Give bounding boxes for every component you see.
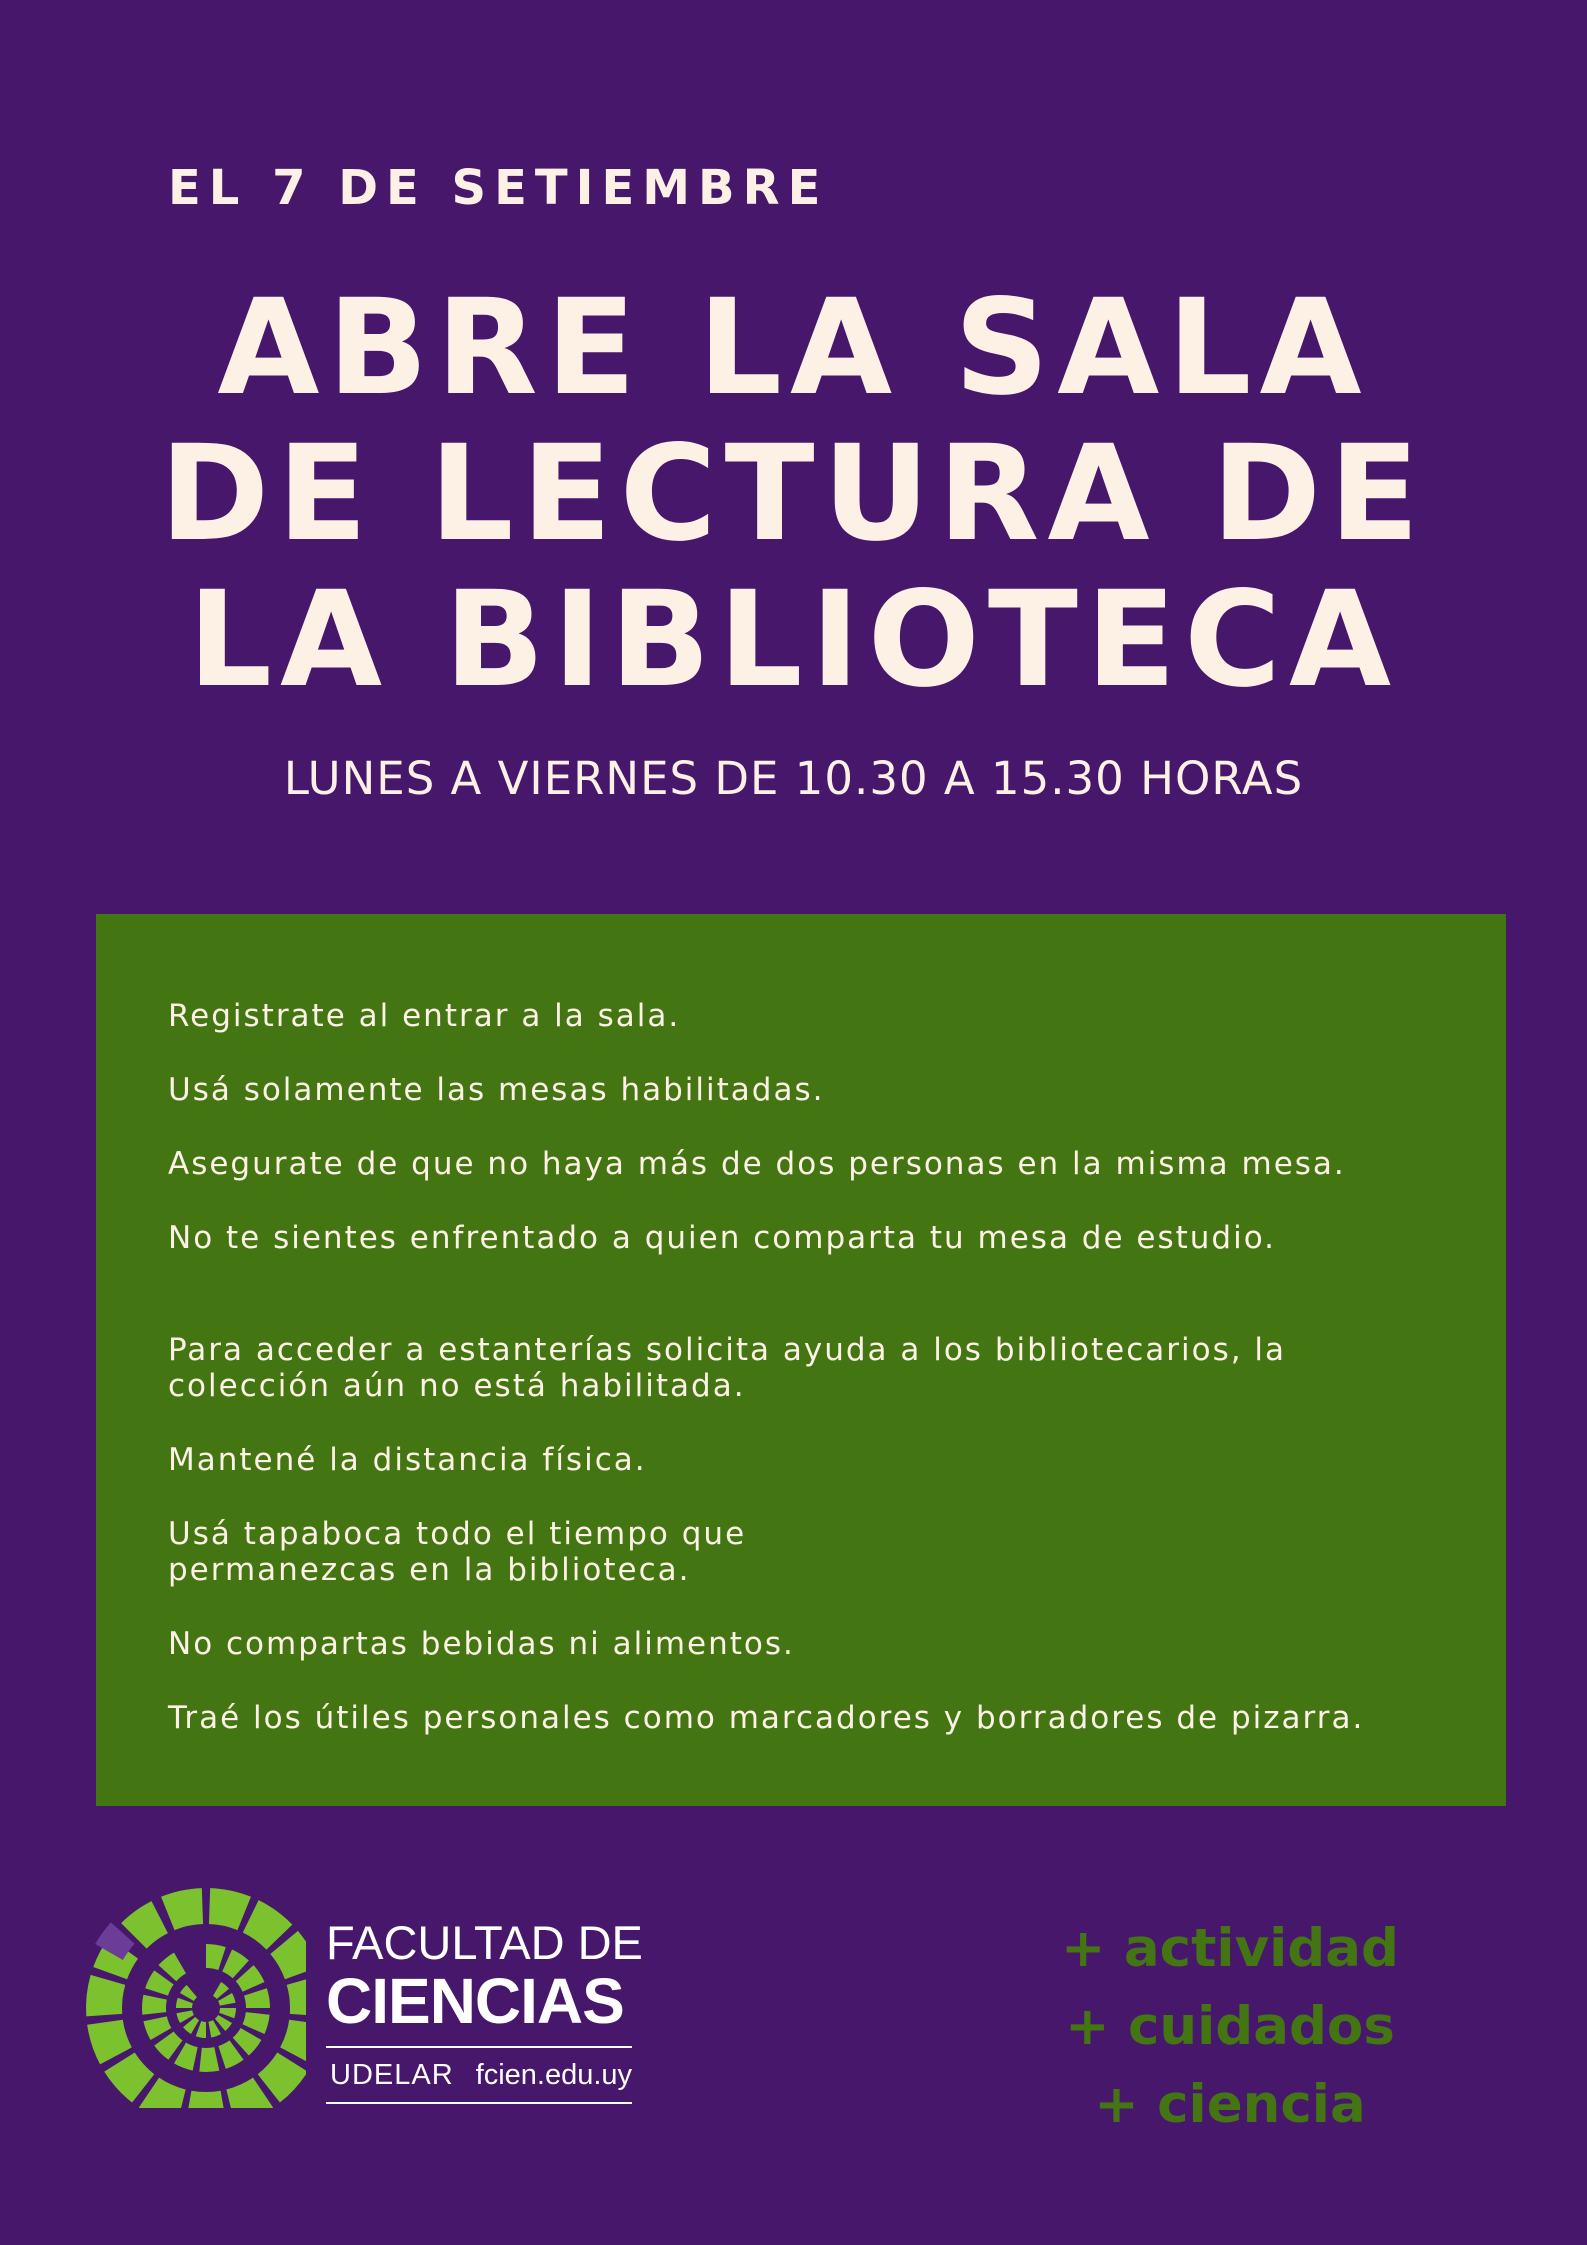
logo-segment — [154, 2032, 182, 2060]
logo-segment — [86, 1975, 125, 2016]
logo-segment — [219, 2008, 236, 2018]
logo-segment — [87, 2020, 132, 2065]
rule-item: Usá solamente las mesas habilitadas. — [168, 1072, 825, 1108]
logo-segment — [196, 2021, 206, 2038]
rule-item: permanezcas en la biblioteca. — [168, 1552, 691, 1588]
slogan-line: + actividad — [1061, 1918, 1399, 1979]
logo-segment — [243, 2012, 270, 2034]
logo-segment — [185, 2091, 227, 2108]
slogans — [1040, 1910, 1420, 2144]
date-line: EL 7 DE SETIEMBRE — [168, 160, 829, 216]
wordmark-line-2: CIENCIAS — [326, 1965, 624, 2037]
wordmark-subline — [326, 2046, 632, 2104]
logo-segment — [142, 1995, 167, 2015]
faculty-logo-icon — [74, 1858, 306, 2108]
rule-item: No te sientes enfrentado a quien comparta tu mesa de estudio. — [168, 1220, 1276, 1256]
logo-segment — [209, 1888, 251, 1930]
rules-box — [96, 914, 1506, 1806]
rule-item: Usá tapaboca todo el tiempo que — [168, 1516, 747, 1552]
logo-segment — [176, 1998, 193, 2008]
headline — [0, 271, 1587, 717]
logo-segment — [287, 1975, 306, 2016]
rule-item: No compartas bebidas ni alimentos. — [168, 1626, 795, 1662]
logo-segment — [206, 1944, 226, 1970]
logo-segment — [104, 2053, 154, 2103]
rule-item: Mantené la distancia física. — [168, 1442, 647, 1478]
logo-segment — [244, 1988, 270, 2008]
university-label: UDELAR — [330, 2058, 454, 2091]
rule-item: Traé los útiles personales como marcadores y borradores de pizarra. — [168, 1700, 1365, 1736]
logo-segment — [199, 2047, 219, 2072]
slogan-line: + ciencia — [1094, 2074, 1366, 2135]
headline-line-2: DE LECTURA DE — [159, 417, 1428, 571]
rule-item: Registrate al entrar a la sala. — [168, 998, 681, 1034]
logo-segment — [180, 1985, 197, 2001]
slogan-line: + cuidados — [1065, 1996, 1395, 2057]
wordmark-line-1: FACULTAD DE — [326, 1916, 643, 1969]
rule-item: colección aún no está habilitada. — [168, 1368, 746, 1404]
opening-hours: LUNES A VIERNES DE 10.30 A 15.30 HORAS — [283, 752, 1304, 805]
headline-line-3: LA BIBLIOTECA — [187, 563, 1400, 717]
faculty-wordmark — [326, 1916, 643, 2104]
rule-item: Para acceder a estanterías solicita ayuda a los bibliotecarios, la — [168, 1332, 1287, 1368]
rule-item: Asegurate de que no haya más de dos personas en la misma mesa. — [168, 1146, 1346, 1182]
logo-segment — [161, 1888, 203, 1930]
logo-segment — [258, 2053, 306, 2103]
website-label: fcien.edu.uy — [475, 2058, 633, 2091]
headline-line-1: ABRE LA SALA — [217, 271, 1370, 425]
